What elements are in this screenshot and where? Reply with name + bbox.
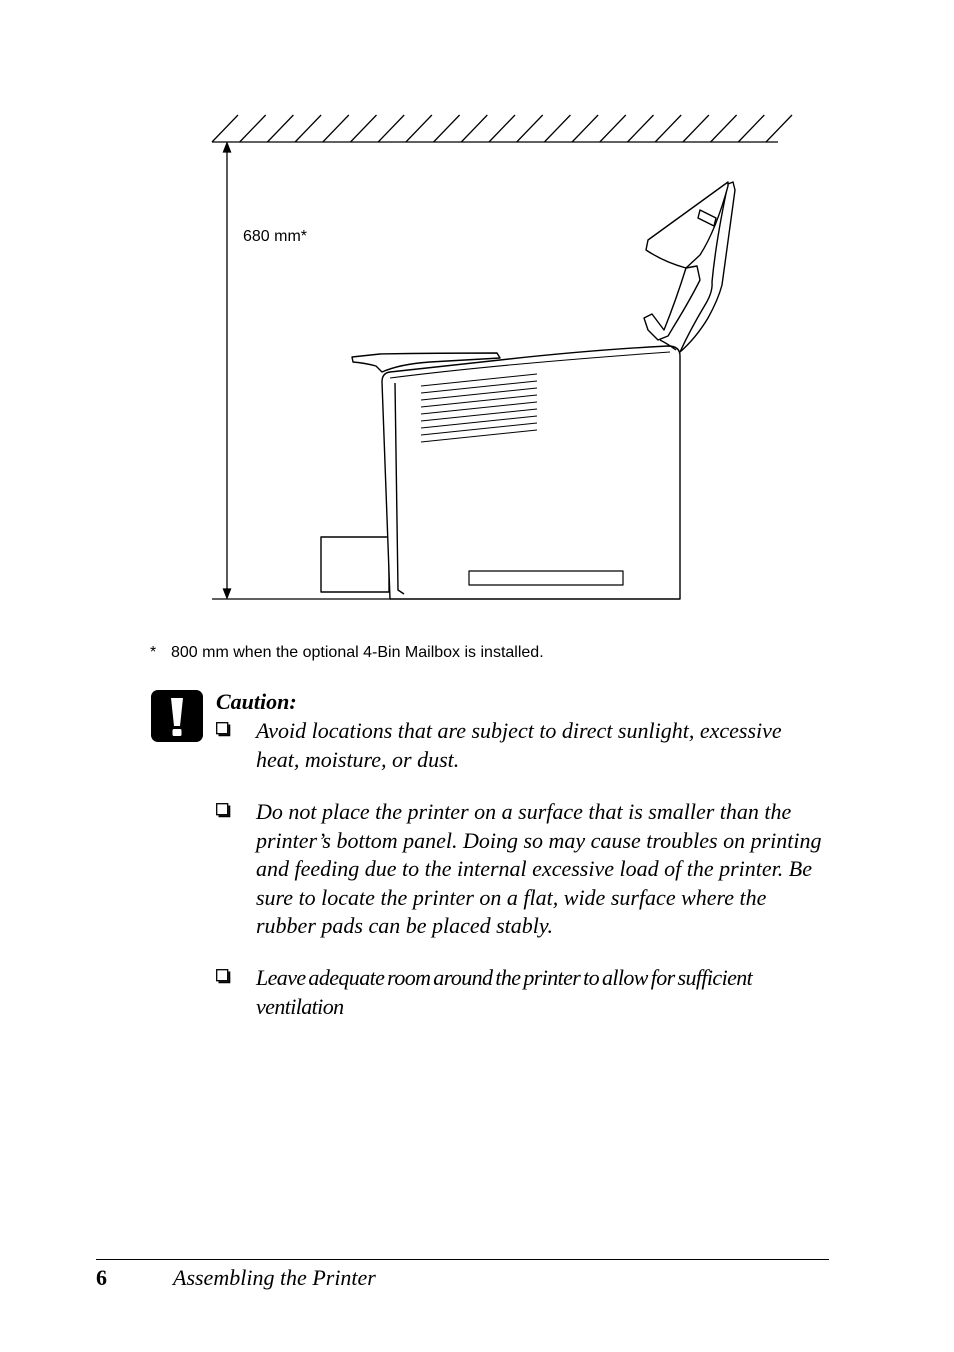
printer-body [321,182,735,599]
hatch-mark [628,115,654,142]
caution-heading: Caution: [216,689,297,714]
hatch-mark [572,115,598,142]
hatch-mark [489,115,515,142]
footer-rule [96,1259,829,1260]
height-dimension-arrow [224,143,231,598]
hatch-mark [351,115,377,142]
hatch-mark [434,115,460,142]
checkbox-bullet-icon [216,722,231,737]
figure-footnote [150,643,544,663]
caution-item-text: Leave adequate room around the printer to allow for sufficient ventilation [256,965,753,1019]
hatch-mark [267,115,293,142]
hatch-mark [295,115,321,142]
hatch-mark [323,115,349,142]
caution-item-text: Avoid locations that are subject to direct sunlight, excessive heat, moisture, or dust. [256,718,782,772]
footnote-mark: * [150,644,157,661]
hatch-mark [655,115,681,142]
checkbox-bullet-icon [216,969,231,984]
printer-side-view-illustration [0,0,954,620]
hatch-mark [212,115,238,142]
chapter-title: Assembling the Printer [173,1265,376,1290]
hatch-mark [461,115,487,142]
hatch-mark [240,115,266,142]
caution-exclamation-icon [151,690,203,742]
hatch-mark [544,115,570,142]
hatch-mark [600,115,626,142]
hatch-mark [766,115,792,142]
hatch-mark [406,115,432,142]
caution-item-text: Do not place the printer on a surface that is smaller than the printer’s bottom panel. Doing so may cause troubles on printing and feeding due to the internal excessive load of the printer. Be sure to locate the printer on a flat, wide surface where the rubber pads can be placed stably. [256,799,822,939]
hatch-mark [517,115,543,142]
hatch-mark [711,115,737,142]
printer-clearance-figure [0,0,954,620]
checkbox-bullet-icon [216,803,231,818]
hatch-mark [683,115,709,142]
hatch-mark [738,115,764,142]
ceiling-hatching [212,115,792,142]
page-number: 6 [96,1265,107,1290]
hatch-mark [378,115,404,142]
height-dimension-label: 680 mm* [243,228,308,245]
footnote-text: 800 mm when the optional 4-Bin Mailbox is installed. [171,644,544,661]
